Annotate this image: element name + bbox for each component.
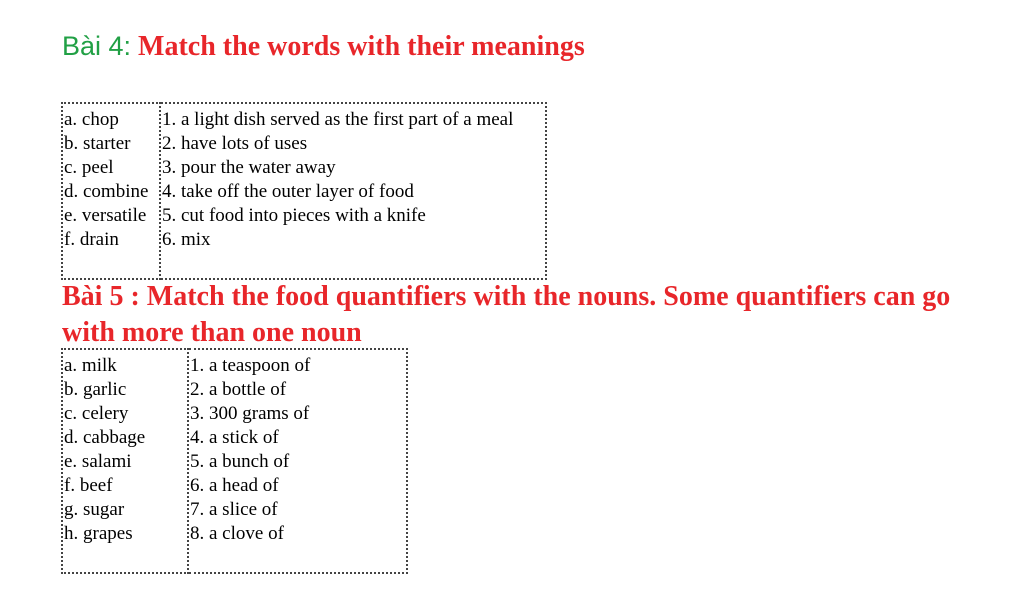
noun-item: c. celery [64,403,129,424]
noun-item: a. milk [64,355,117,376]
quantifier-item: 4. a stick of [190,427,279,448]
meaning-item: 5. cut food into pieces with a knife [162,205,426,226]
word-item: c. peel [64,157,114,178]
quantifiers-column [188,349,407,573]
noun-item: h. grapes [64,523,133,544]
noun-item: f. beef [64,475,113,496]
noun-item: b. garlic [64,379,127,400]
exercise-4-table [61,102,547,280]
word-item: d. combine [64,181,149,202]
word-item: f. drain [64,229,119,250]
quantifier-item: 6. a head of [190,475,279,496]
words-column [62,103,160,279]
quantifier-item: 8. a clove of [190,523,284,544]
meaning-item: 4. take off the outer layer of food [162,181,414,202]
meaning-item: 2. have lots of uses [162,133,308,154]
meanings-column [160,103,546,279]
exercise-4-title: Match the words with their meanings [131,31,585,62]
exercise-4-number: Bài 4: [62,31,132,61]
nouns-column [62,349,188,573]
word-item: b. starter [64,133,131,154]
quantifier-item: 5. a bunch of [190,451,290,472]
exercise-5-heading: Bài 5 : Match the food quantifiers with the nouns. Some quantifiers can go with more than one noun [62,281,951,348]
exercise-4-heading [62,28,585,65]
quantifier-item: 3. 300 grams of [190,403,310,424]
exercise-5-table [61,348,408,574]
meaning-item: 3. pour the water away [162,157,336,178]
quantifier-item: 2. a bottle of [190,379,287,400]
meaning-item: 6. mix [162,229,211,250]
quantifier-item: 1. a teaspoon of [190,355,311,376]
noun-item: g. sugar [64,499,125,520]
noun-item: d. cabbage [64,427,146,448]
quantifier-item: 7. a slice of [190,499,278,520]
word-item: a. chop [64,109,119,130]
noun-item: e. salami [64,451,132,472]
word-item: e. versatile [64,205,147,226]
meaning-item: 1. a light dish served as the first part of a meal [162,109,514,130]
